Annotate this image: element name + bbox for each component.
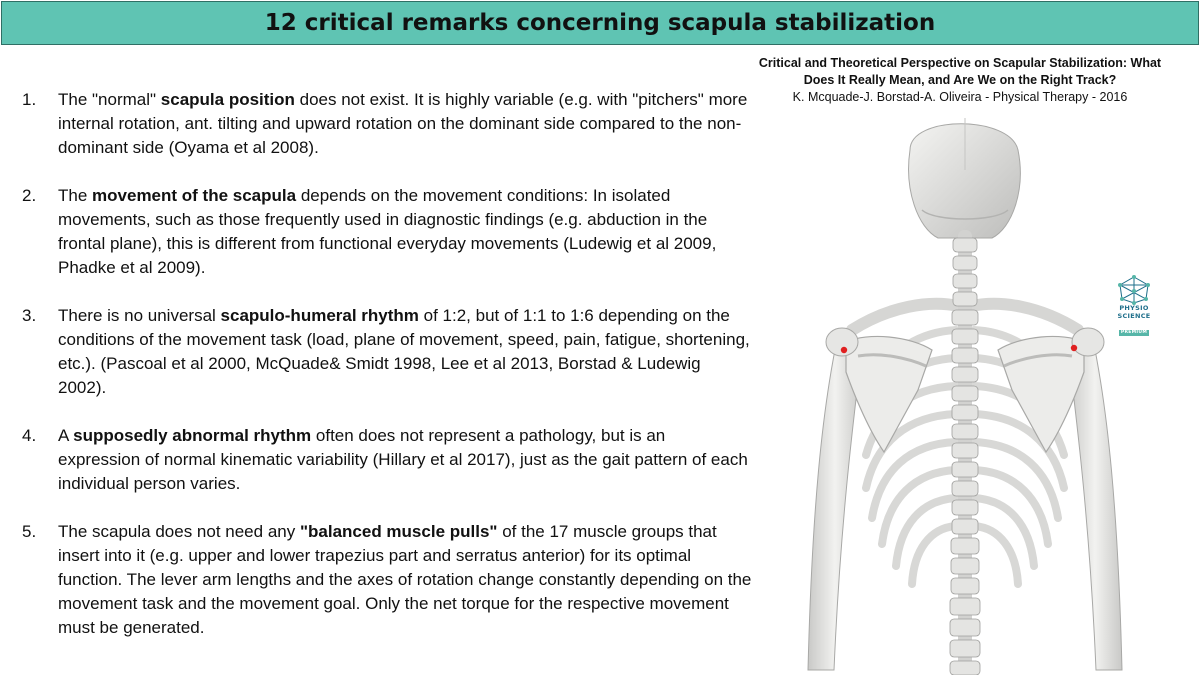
physio-science-logo xyxy=(1112,275,1156,338)
remark-text: There is no universal scapulo-humeral rhythm of 1:2, but of 1:1 to 1:6 depending on the conditions of the movement task (load, plane of movement, speed, pain, fatigue, shortening, etc.). (Pascoal et al 2000, McQuade& Smidt 1998, Lee et al 2013, Borstad & Ludewig 2002). xyxy=(58,306,750,397)
remark-keyword: scapula position xyxy=(160,90,295,109)
remark-number: 1. xyxy=(22,90,37,109)
page-title: 12 critical remarks concerning scapula stabilization xyxy=(264,10,936,36)
remarks-list xyxy=(22,88,752,664)
remark-keyword: scapulo-humeral rhythm xyxy=(220,306,419,325)
remark-keyword: movement of the scapula xyxy=(92,186,297,205)
remark-item xyxy=(22,304,752,400)
remark-text: A supposedly abnormal rhythm often does not represent a pathology, but is an expression of normal kinematic variability (Hillary et al 2017), just as the gait pattern of each individual person varies. xyxy=(58,426,748,493)
remark-number: 5. xyxy=(22,522,37,541)
title-bar xyxy=(1,1,1199,45)
remark-number: 4. xyxy=(22,426,37,445)
reference-citation xyxy=(742,55,1178,106)
logo-text-premium: PREMIUM xyxy=(1120,330,1148,335)
remark-item xyxy=(22,88,752,160)
skeleton-back-view-icon xyxy=(760,110,1170,675)
remark-text: The "normal" scapula position does not exist. It is highly variable (e.g. with "pitchers" more internal rotation, ant. tilting and upward rotation on the dominant side compared to the non-dominant side (Oyama et al 2008). xyxy=(58,90,748,157)
reference-authors: K. Mcquade-J. Borstad-A. Oliveira - Physical Therapy - 2016 xyxy=(792,90,1128,104)
logo-text-physio: PHYSIO xyxy=(1119,304,1149,312)
remark-item xyxy=(22,520,752,640)
remark-item xyxy=(22,184,752,280)
remark-text: The scapula does not need any "balanced muscle pulls" of the 17 muscle groups that insert into it (e.g. upper and lower trapezius part and serratus anterior) for its optimal function. The lever arm lengths and the axes of rotation change constantly depending on the movement task and the movement goal. Only the net torque for the respective movement must be generated. xyxy=(58,522,752,637)
remark-number: 3. xyxy=(22,306,37,325)
skeleton-figure xyxy=(760,110,1170,675)
reference-title: Critical and Theoretical Perspective on Scapular Stabilization: What Does It Really Mean, and Are We on the Right Track? xyxy=(758,56,1162,87)
remark-item xyxy=(22,424,752,496)
physio-science-network-icon xyxy=(1116,275,1152,305)
remark-number: 2. xyxy=(22,186,37,205)
remark-keyword: "balanced muscle pulls" xyxy=(299,522,498,541)
remark-keyword: supposedly abnormal rhythm xyxy=(73,426,312,445)
logo-text-science: SCIENCE xyxy=(1117,311,1151,320)
remark-text: The movement of the scapula depends on the movement conditions: In isolated movements, such as those frequently used in diagnostic findings (e.g. abduction in the frontal plane), this is different from functional everyday movements (Ludewig et al 2009, Phadke et al 2009). xyxy=(58,186,717,277)
